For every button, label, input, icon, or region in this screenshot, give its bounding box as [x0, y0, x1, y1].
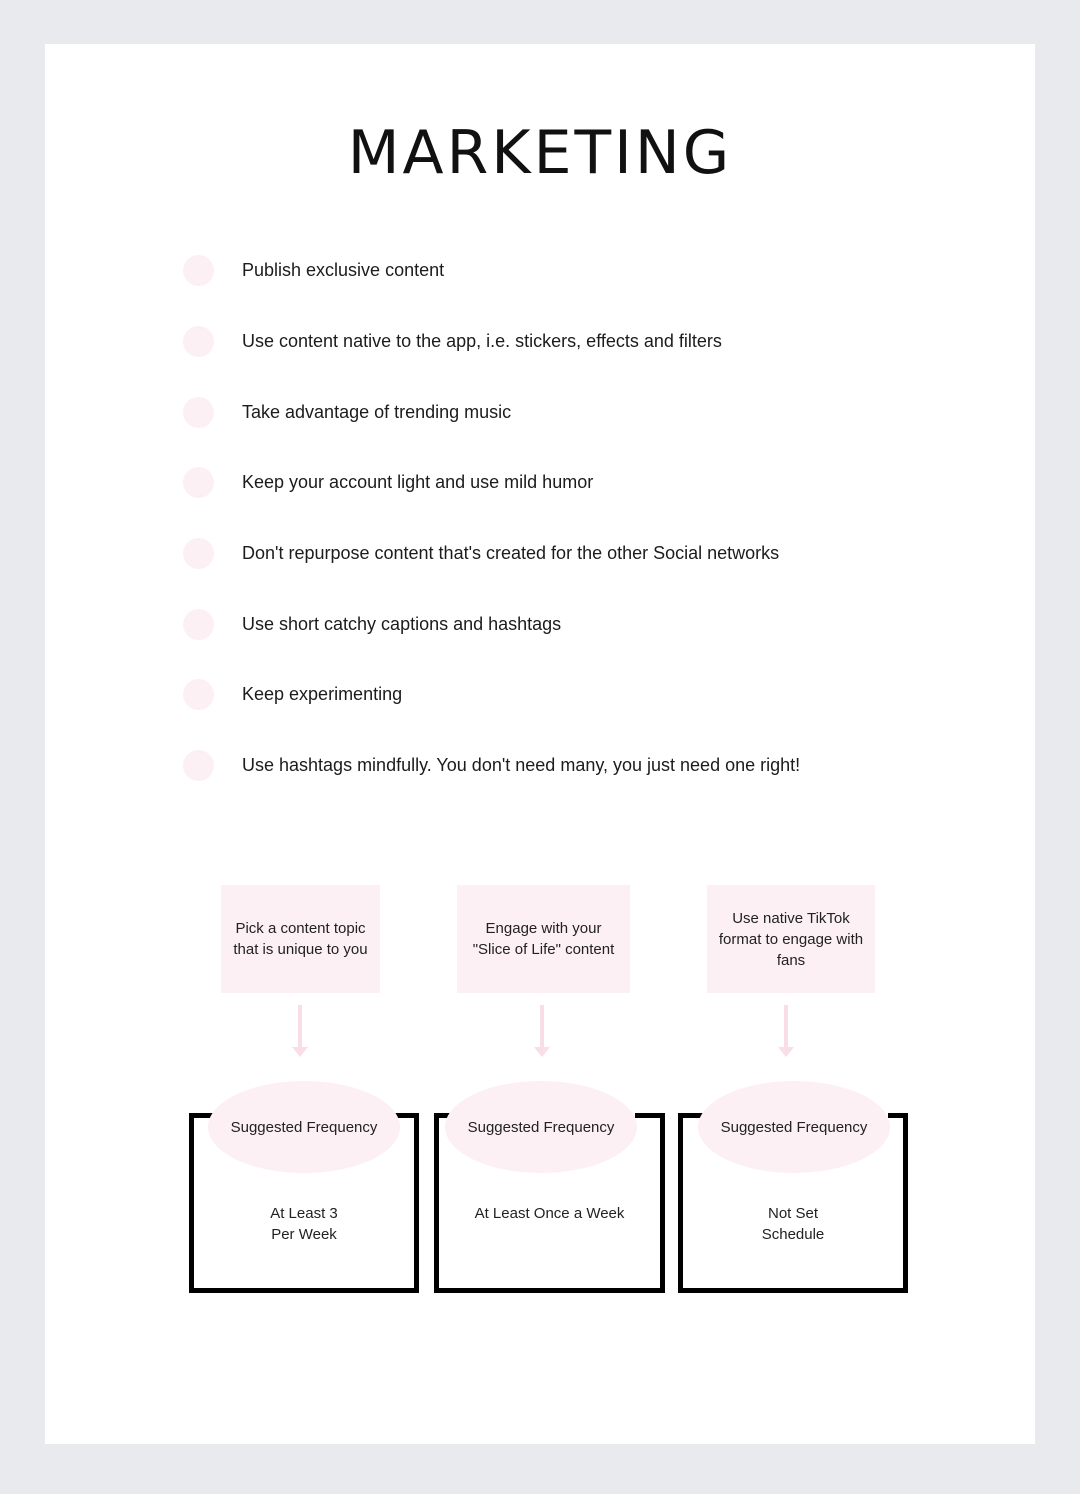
- box-top-edge: [635, 1113, 665, 1118]
- bullet-dot-icon: [183, 609, 214, 640]
- tip-text: Publish exclusive content: [242, 260, 445, 280]
- tip-text: Use content native to the app, i.e. stickers, effects and filters: [242, 331, 722, 351]
- tip-item: [183, 750, 883, 782]
- page-title: MARKETING: [347, 118, 733, 188]
- strategy-card: Use native TikTok format to engage with fans: [707, 885, 875, 993]
- bullet-dot-icon: [183, 255, 214, 286]
- tip-item: [183, 255, 883, 287]
- tip-item: [183, 467, 883, 499]
- strategy-card: Pick a content topic that is unique to you: [221, 885, 380, 993]
- arrow-down-icon: [776, 1005, 796, 1059]
- tip-text: Don't repurpose content that's created for the other Social networks: [242, 543, 780, 563]
- frequency-label-bubble: Suggested Frequency: [445, 1081, 637, 1173]
- tip-text: Take advantage of trending music: [242, 402, 512, 422]
- frequency-value: At Least Once a Week: [474, 1205, 625, 1222]
- bullet-dot-icon: [183, 397, 214, 428]
- bullet-dot-icon: [183, 467, 214, 498]
- bullet-dot-icon: [183, 538, 214, 569]
- arrow-down-icon: [290, 1005, 310, 1059]
- box-top-edge: [888, 1113, 908, 1118]
- frequency-value: Not Set Schedule: [761, 1205, 825, 1243]
- bullet-dot-icon: [183, 750, 214, 781]
- tip-text: Use short catchy captions and hashtags: [242, 614, 562, 634]
- bullet-dot-icon: [183, 679, 214, 710]
- tip-item: [183, 326, 883, 358]
- tip-text: Keep your account light and use mild humor: [242, 472, 594, 492]
- bullet-dot-icon: [183, 326, 214, 357]
- tip-item: [183, 538, 883, 570]
- tip-text: Use hashtags mindfully. You don't need many, you just need one right!: [242, 755, 801, 775]
- frequency-value: At Least 3 Per Week: [270, 1205, 338, 1243]
- frequency-label-bubble: Suggested Frequency: [208, 1081, 400, 1173]
- tip-item: [183, 397, 883, 429]
- arrow-down-icon: [532, 1005, 552, 1059]
- box-top-edge: [395, 1113, 419, 1118]
- frequency-label-bubble: Suggested Frequency: [698, 1081, 890, 1173]
- tip-item: [183, 609, 883, 641]
- tip-item: [183, 679, 883, 711]
- strategy-card: Engage with your "Slice of Life" content: [457, 885, 630, 993]
- tip-text: Keep experimenting: [242, 684, 403, 704]
